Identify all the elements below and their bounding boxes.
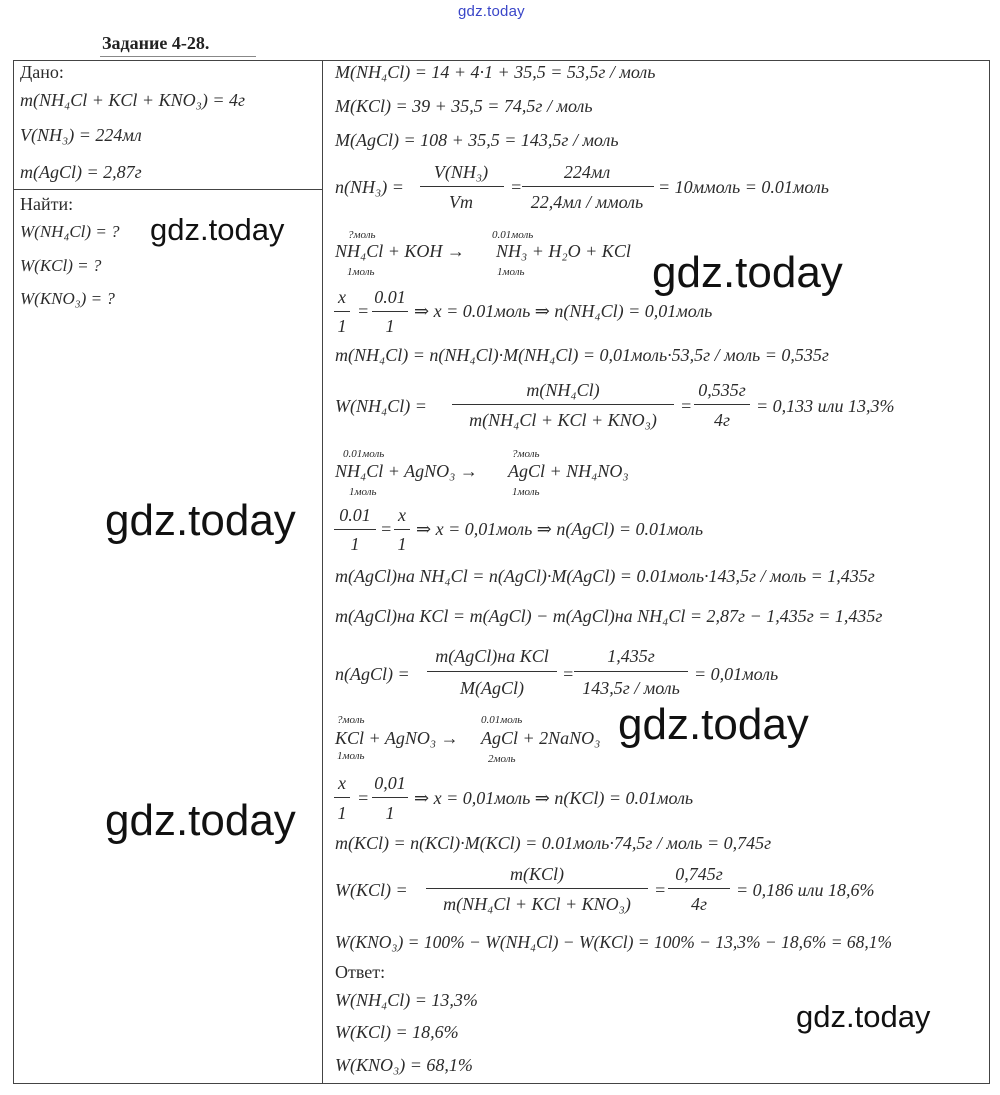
prop2-d1: 1	[350, 534, 360, 554]
given-line-mass-mixture: m(NH₄Cl + KCl + KNO₃) = 4г	[20, 90, 245, 110]
reaction3-top-left: ?моль	[337, 714, 365, 726]
prop1-rhs: ⇒ x = 0.01моль ⇒ n(NH₄Cl) = 0,01моль	[414, 301, 713, 321]
fraction-bar	[668, 888, 730, 889]
reaction2-left: NH₄Cl + AgNO₃ →	[335, 461, 478, 481]
reaction1-bottom-left: 1моль	[347, 266, 375, 278]
reaction1-bottom-right: 1моль	[497, 266, 525, 278]
prop3-n2: 0,01	[374, 773, 406, 793]
given-line-volume-nh3: V(NH₃) = 224мл	[20, 125, 142, 145]
find-label: Найти:	[20, 194, 74, 214]
reaction1-right: NH₃ + H₂O + KCl	[496, 241, 631, 261]
w-kcl-rhs: = 0,186 или 18,6%	[736, 880, 875, 900]
given-line-mass-agcl: m(AgCl) = 2,87г	[20, 162, 142, 182]
reaction2-bottom-right: 1моль	[512, 486, 540, 498]
prop1-n2: 0.01	[374, 287, 406, 307]
watermark-text: gdz.today	[150, 212, 285, 247]
fraction-bar	[334, 311, 350, 312]
reaction3-left: KCl + AgNO₃ →	[335, 728, 459, 748]
prop3-d1: 1	[337, 803, 347, 823]
mass-agcl-from-kcl: m(AgCl)на KCl = m(AgCl) − m(AgCl)на NH₄Cl = 2,87г − 1,435г = 1,435г	[335, 606, 883, 626]
fraction-bar	[574, 671, 688, 672]
fraction-bar	[420, 186, 504, 187]
prop2-rhs: ⇒ x = 0,01моль ⇒ n(AgCl) = 0.01моль	[416, 519, 704, 539]
n-agcl-frac1-den: M(AgCl)	[460, 678, 524, 698]
n-agcl-frac2-den: 143,5г / моль	[582, 678, 680, 698]
n-nh3-frac1-den: Vm	[449, 192, 473, 212]
reaction1-top-right: 0.01моль	[492, 229, 534, 241]
w-kno3: W(KNO₃) = 100% − W(NH₄Cl) − W(KCl) = 100% − 13,3% − 18,6% = 68,1%	[335, 932, 893, 952]
prop1-n1: x	[338, 287, 346, 307]
fraction-bar	[522, 186, 654, 187]
n-agcl-frac2-num: 1,435г	[607, 646, 655, 666]
mass-kcl: m(KCl) = n(KCl)·M(KCl) = 0.01моль·74,5г / моль = 0,745г	[335, 833, 772, 853]
fraction-bar	[394, 529, 410, 530]
equals-sign: =	[510, 177, 523, 197]
find-w-kcl: W(KCl) = ?	[20, 256, 102, 275]
fraction-bar	[452, 404, 674, 405]
prop2-n1: 0.01	[339, 505, 371, 525]
w-nh4cl-frac1-num: m(NH₄Cl)	[526, 380, 600, 400]
n-agcl-rhs: = 0,01моль	[694, 664, 779, 684]
w-nh4cl-rhs: = 0,133 или 13,3%	[756, 396, 895, 416]
reaction2-right: AgCl + NH₄NO₃	[508, 461, 629, 481]
fraction-bar	[334, 529, 376, 530]
watermark-text: gdz.today	[105, 496, 296, 545]
mass-nh4cl: m(NH₄Cl) = n(NH₄Cl)·M(NH₄Cl) = 0,01моль·53,5г / моль = 0,535г	[335, 345, 829, 365]
w-kcl-lhs: W(KCl) =	[335, 880, 408, 900]
given-find-divider	[13, 189, 323, 190]
n-nh3-lhs: n(NH₃) =	[335, 177, 404, 197]
molar-mass-nh4cl: M(NH₄Cl) = 14 + 4·1 + 35,5 = 53,5г / моль	[335, 62, 656, 82]
mass-agcl-from-nh4cl: m(AgCl)на NH₄Cl = n(AgCl)·M(AgCl) = 0.01моль·143,5г / моль = 1,435г	[335, 566, 875, 586]
prop2-d2: 1	[397, 534, 407, 554]
prop2-n2: x	[398, 505, 406, 525]
watermark-text: gdz.today	[618, 700, 809, 749]
n-nh3-frac1-num: V(NH₃)	[433, 162, 489, 182]
watermark-text: gdz.today	[796, 999, 931, 1034]
w-kcl-frac2-den: 4г	[690, 894, 708, 914]
prop3-n1: x	[338, 773, 346, 793]
prop1-d1: 1	[337, 316, 347, 336]
equals-sign: =	[380, 519, 393, 539]
prop3-rhs: ⇒ x = 0,01моль ⇒ n(KCl) = 0.01моль	[414, 788, 694, 808]
w-kcl-frac1-den: m(NH₄Cl + KCl + KNO₃)	[443, 894, 631, 914]
fraction-bar	[372, 311, 408, 312]
equals-sign: =	[680, 396, 693, 416]
given-label: Дано:	[20, 62, 64, 82]
equals-sign: =	[357, 788, 370, 808]
reaction2-bottom-left: 1моль	[349, 486, 377, 498]
molar-mass-agcl: M(AgCl) = 108 + 35,5 = 143,5г / моль	[335, 130, 619, 150]
watermark-text: gdz.today	[652, 248, 843, 297]
reaction2-top-right: ?моль	[512, 448, 540, 460]
fraction-bar	[334, 797, 350, 798]
fraction-bar	[427, 671, 557, 672]
reaction2-top-left: 0.01моль	[343, 448, 385, 460]
n-agcl-frac1-num: m(AgCl)на KCl	[435, 646, 549, 666]
w-kcl-frac2-num: 0,745г	[675, 864, 723, 884]
prop1-d2: 1	[385, 316, 395, 336]
reaction3-right: AgCl + 2NaNO₃	[481, 728, 601, 748]
w-kcl-frac1-num: m(KCl)	[510, 864, 564, 884]
column-divider	[322, 60, 323, 1084]
answer-w-kno3: W(KNO₃) = 68,1%	[335, 1055, 473, 1075]
molar-mass-kcl: M(KCl) = 39 + 35,5 = 74,5г / моль	[335, 96, 593, 116]
fraction-bar	[372, 797, 408, 798]
prop3-d2: 1	[385, 803, 395, 823]
answer-w-nh4cl: W(NH₄Cl) = 13,3%	[335, 990, 478, 1010]
find-w-kno3: W(KNO₃) = ?	[20, 289, 115, 308]
fraction-bar	[426, 888, 648, 889]
w-nh4cl-lhs: W(NH₄Cl) =	[335, 396, 427, 416]
find-w-nh4cl: W(NH₄Cl) = ?	[20, 222, 120, 241]
equals-sign: =	[654, 880, 667, 900]
equals-sign: =	[562, 664, 575, 684]
n-agcl-lhs: n(AgCl) =	[335, 664, 410, 684]
reaction3-top-right: 0.01моль	[481, 714, 523, 726]
watermark-text: gdz.today	[105, 796, 296, 845]
site-link[interactable]: gdz.today	[458, 3, 525, 20]
reaction3-bottom-right: 2моль	[488, 753, 516, 765]
n-nh3-frac2-den: 22,4мл / ммоль	[530, 192, 644, 212]
reaction3-bottom-left: 1моль	[337, 750, 365, 762]
w-nh4cl-frac1-den: m(NH₄Cl + KCl + KNO₃)	[469, 410, 657, 430]
reaction1-top-left: ?моль	[348, 229, 376, 241]
title-underline	[100, 56, 256, 57]
answer-w-kcl: W(KCl) = 18,6%	[335, 1022, 459, 1042]
fraction-bar	[694, 404, 750, 405]
n-nh3-frac2-num: 224мл	[563, 162, 611, 182]
answer-label: Ответ:	[335, 962, 386, 982]
reaction1-left: NH₄Cl + KOH →	[335, 241, 465, 261]
w-nh4cl-frac2-num: 0,535г	[698, 380, 746, 400]
n-nh3-rhs: = 10ммоль = 0.01моль	[658, 177, 829, 197]
task-title: Задание 4-28.	[102, 33, 210, 53]
equals-sign: =	[357, 301, 370, 321]
w-nh4cl-frac2-den: 4г	[713, 410, 731, 430]
